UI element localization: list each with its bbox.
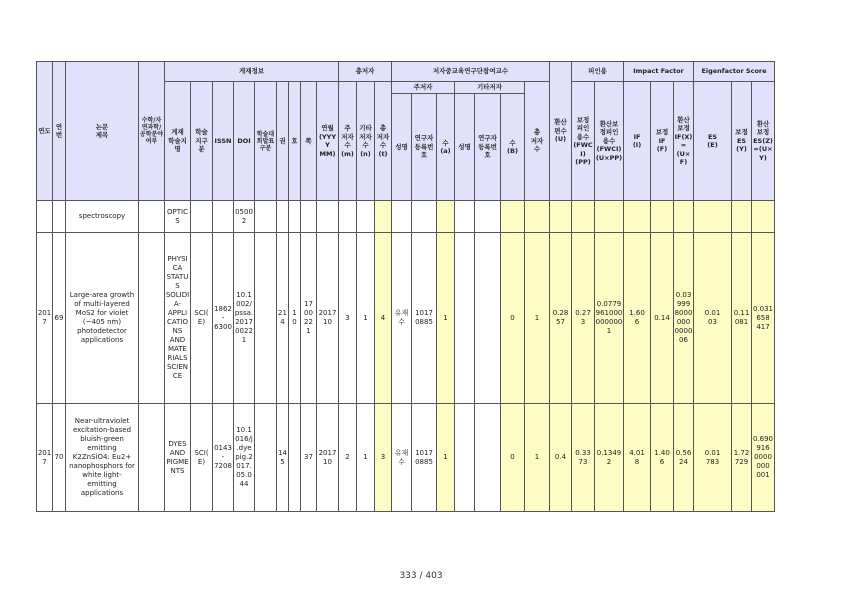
cell-yearmonth: 2017 10 xyxy=(317,404,339,512)
cell-fwci: 0.33 73 xyxy=(572,404,595,512)
header-page: 쪽 xyxy=(301,82,317,201)
cell-converted-count: 0.4 xyxy=(550,404,572,512)
cell-count-a xyxy=(437,201,455,233)
cell-issue xyxy=(289,404,301,512)
cell-if-corrected: 0.14 xyxy=(651,233,674,404)
cell-if: 4.01 8 xyxy=(624,404,651,512)
cell-volume xyxy=(277,201,289,233)
cell-if-converted: 0.5624 xyxy=(674,404,694,512)
header-title: 논문 제목 xyxy=(66,62,139,201)
cell-field xyxy=(139,233,165,404)
header-issue: 호 xyxy=(289,82,301,201)
cell-yearmonth xyxy=(317,201,339,233)
header-total-authors: 총 저자 수 (t) xyxy=(375,82,392,201)
header-journal: 게재 학술지 명 xyxy=(165,82,191,201)
cell-other-authors: 1 xyxy=(357,404,375,512)
cell-main-authors xyxy=(339,201,357,233)
page-number: 333 / 403 xyxy=(399,571,443,581)
header-journal-class: 학술 지구 분 xyxy=(191,82,213,201)
header-field-flag: 수학/자연과학/공학분야여부 xyxy=(139,62,165,201)
cell-issue xyxy=(289,201,301,233)
cell-field xyxy=(139,201,165,233)
cell-es-corrected xyxy=(732,201,752,233)
cell-issue: 1 0 xyxy=(289,233,301,404)
cell-if-corrected xyxy=(651,201,674,233)
cell-es-converted: 0.031658 417 xyxy=(752,233,775,404)
header-count-a: 수 (a) xyxy=(437,94,455,201)
cell-total-participants: 1 xyxy=(525,404,550,512)
cell-page: 37 xyxy=(301,404,317,512)
table-row xyxy=(37,201,814,233)
cell-es-converted: 0.690916 0000000 001 xyxy=(752,404,775,512)
header-name-other: 성명 xyxy=(455,94,475,201)
header-converted-count: 환산 편수 (U) xyxy=(550,62,572,201)
cell-name-other xyxy=(455,201,475,233)
cell-es xyxy=(694,201,732,233)
cell-journal: OPTIC S xyxy=(165,201,191,233)
cell-volume: 14 5 xyxy=(277,404,289,512)
cell-title: spectroscopy xyxy=(66,201,139,233)
cell-researcher-no-main xyxy=(412,201,437,233)
header-es-converted: 환산 보정 ES(Z) =(U×Y) xyxy=(752,82,775,201)
cell-field xyxy=(139,404,165,512)
cell-yearmonth: 2017 10 xyxy=(317,233,339,404)
cell-researcher-no-main: 1017 0885 xyxy=(412,233,437,404)
cell-es-corrected: 1.72 729 xyxy=(732,404,752,512)
cell-if-corrected: 1.40 6 xyxy=(651,404,674,512)
cell-issn: 1862 - 6300 xyxy=(213,233,234,404)
header-year: 연도 xyxy=(37,62,53,201)
cell-name-other xyxy=(455,404,475,512)
table-row xyxy=(37,233,814,404)
header-count-b: 수 (B) xyxy=(501,94,525,201)
cell-evaluation xyxy=(255,233,277,404)
cell-volume: 21 4 xyxy=(277,233,289,404)
cell-fwci: 0.27 3 xyxy=(572,233,595,404)
cell-name-main: 유재 수 xyxy=(392,233,412,404)
cell-journal: DYES AND PIGME NTS xyxy=(165,404,191,512)
cell-researcher-no-other xyxy=(475,201,501,233)
header-converted-fwci: 환산보 정피인 용수 (FWCI) (U×PP) xyxy=(595,82,624,201)
header-volume: 권 xyxy=(277,82,289,201)
cell-year xyxy=(37,201,53,233)
cell-issn: 0143 - 7208 xyxy=(213,404,234,512)
cell-if xyxy=(624,201,651,233)
cell-page xyxy=(301,201,317,233)
cell-evaluation xyxy=(255,201,277,233)
cell-journal-class: SCI( E) xyxy=(191,233,213,404)
cell-es-converted xyxy=(752,201,775,233)
header-if: IF (I) xyxy=(624,82,651,201)
header-fwci: 보정 피인 용수 (FWC I) (PP) xyxy=(572,82,595,201)
cell-issn xyxy=(213,201,234,233)
research-publications-table xyxy=(36,61,814,512)
cell-if-converted xyxy=(674,201,694,233)
header-evaluation: 학술대회발표 구분 xyxy=(255,82,277,201)
header-author-count: 총저자 xyxy=(339,62,392,82)
cell-count-a: 1 xyxy=(437,404,455,512)
header-seq: 연번 xyxy=(53,62,66,201)
cell-name-main: 유재 수 xyxy=(392,404,412,512)
cell-evaluation xyxy=(255,404,277,512)
header-pub-info: 게재정보 xyxy=(165,62,339,82)
cell-total-authors: 4 xyxy=(375,233,392,404)
cell-journal-class: SCI( E) xyxy=(191,404,213,512)
cell-other-authors xyxy=(357,201,375,233)
header-citation-group: 피인용 xyxy=(572,62,624,82)
cell-year: 201 7 xyxy=(37,233,53,404)
header-doi: DOI xyxy=(234,82,255,201)
cell-title: Near-ultraviolet excitation-based bluish-green emitting K2ZnSiO4: Eu2+ nanophosphors for white light-emitting applications xyxy=(66,404,139,512)
cell-name-other xyxy=(455,233,475,404)
header-yearmonth: 연월 (YYYY MM) xyxy=(317,82,339,201)
header-issn: ISSN xyxy=(213,82,234,201)
cell-count-b: 0 xyxy=(501,404,525,512)
cell-converted-fwci: 0.0779 961000 000000 1 xyxy=(595,233,624,404)
cell-es: 0.01 03 xyxy=(694,233,732,404)
cell-es: 0.01 783 xyxy=(694,404,732,512)
header-participating: 저자중교육연구단참여교수 xyxy=(392,62,550,82)
cell-name-main xyxy=(392,201,412,233)
cell-researcher-no-other xyxy=(475,404,501,512)
cell-seq: 69 xyxy=(53,233,66,404)
cell-doi: 10.1 016/j .dye pig.2 017. 05.0 44 xyxy=(234,404,255,512)
cell-total-authors: 3 xyxy=(375,404,392,512)
cell-doi: 0500 2 xyxy=(234,201,255,233)
cell-total-participants: 1 xyxy=(525,233,550,404)
header-researcher-no-other: 연구자 등록번 호 xyxy=(475,94,501,201)
cell-main-authors: 3 xyxy=(339,233,357,404)
cell-converted-fwci: 0.1349 2 xyxy=(595,404,624,512)
cell-seq xyxy=(53,201,66,233)
header-if-group: Impact Factor xyxy=(624,62,694,82)
cell-researcher-no-other xyxy=(475,233,501,404)
cell-doi: 10.1 002/ pssa. 2017 0022 1 xyxy=(234,233,255,404)
cell-converted-fwci xyxy=(595,201,624,233)
header-es-corrected: 보정 ES (Y) xyxy=(732,82,752,201)
header-main-authors: 주 저자 수 (m) xyxy=(339,82,357,201)
cell-year: 201 7 xyxy=(37,404,53,512)
header-if-converted: 환산 보정 IF(X) = (U×F) xyxy=(674,82,694,201)
cell-converted-count: 0.28 57 xyxy=(550,233,572,404)
cell-count-b xyxy=(501,201,525,233)
cell-total-authors xyxy=(375,201,392,233)
header-if-corrected: 보정 IF (F) xyxy=(651,82,674,201)
cell-page: 17 00 22 1 xyxy=(301,233,317,404)
cell-count-b: 0 xyxy=(501,233,525,404)
cell-es-corrected: 0.11 081 xyxy=(732,233,752,404)
header-researcher-no-main: 연구자 등록번 호 xyxy=(412,94,437,201)
header-total-participants: 총 저자 수 xyxy=(525,82,550,201)
header-other-author-group: 기타저자 xyxy=(455,82,525,94)
cell-other-authors: 1 xyxy=(357,233,375,404)
header-other-authors: 기타 저자 수 (n) xyxy=(357,82,375,201)
cell-if: 1.60 6 xyxy=(624,233,651,404)
cell-seq: 70 xyxy=(53,404,66,512)
cell-journal: PHYSI CA STATU S SOLIDI A- APPLI CATIO NS AND MATE RIALS SCIEN CE xyxy=(165,233,191,404)
cell-total-participants xyxy=(525,201,550,233)
cell-fwci xyxy=(572,201,595,233)
table-row xyxy=(37,404,814,512)
cell-if-converted: 0.03999 8000000 000006 xyxy=(674,233,694,404)
cell-converted-count xyxy=(550,201,572,233)
header-main-author-group: 주저자 xyxy=(392,82,455,94)
cell-researcher-no-main: 1017 0885 xyxy=(412,404,437,512)
header-es: ES (E) xyxy=(694,82,732,201)
cell-journal-class xyxy=(191,201,213,233)
cell-count-a: 1 xyxy=(437,233,455,404)
header-name-main: 성명 xyxy=(392,94,412,201)
cell-title: Large-area growth of multi-layered MoS2 for violet (~405 nm) photodetector applications xyxy=(66,233,139,404)
cell-main-authors: 2 xyxy=(339,404,357,512)
header-ef-group: Eigenfactor Score xyxy=(694,62,775,82)
